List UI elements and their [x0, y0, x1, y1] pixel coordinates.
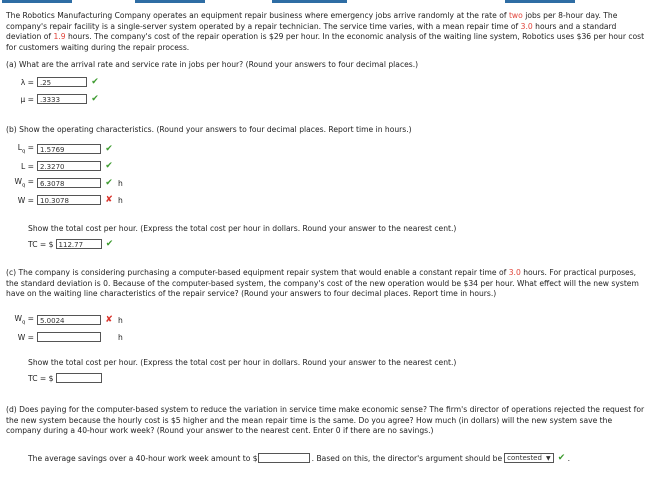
top-bar-segment — [272, 0, 347, 3]
savings-input[interactable] — [258, 453, 310, 463]
w-row-c — [14, 331, 123, 343]
tc-input-c[interactable] — [56, 373, 102, 383]
part-c-text: (c) The company is considering purchasing a computer-based equipment repair system that would enable a constant repair time of — [6, 268, 509, 277]
intro-text: jobs per 8-hour day. The company's repair facility is a single-server system operated by a repair technician. The service time varies, with a mean repair time of — [6, 11, 618, 31]
tc-input-b[interactable]: 112.77 — [56, 239, 102, 249]
w-row — [14, 194, 123, 206]
part-a-question: (a) What are the arrival rate and service rate in jobs per hour? (Round your answers to four decimal places.) — [6, 60, 419, 69]
wq-subscript: q — [22, 182, 26, 189]
check-icon: ✔ — [105, 178, 113, 188]
mu-row — [14, 93, 101, 105]
lq-label: $L_q$ = — [17, 143, 34, 155]
mu-input[interactable]: .3333 — [37, 94, 87, 104]
lq-letter: L — [17, 143, 23, 153]
wq-row — [14, 177, 123, 189]
check-icon: ✔ — [105, 144, 113, 154]
top-bar-segment — [2, 0, 72, 3]
tc-row-b — [28, 238, 116, 250]
unit-label: h — [118, 178, 123, 188]
wq-letter: W — [14, 314, 23, 324]
problem-statement — [6, 11, 646, 53]
check-icon: ✔ — [91, 94, 99, 104]
wq-label: $W_q$ = — [14, 314, 34, 326]
check-icon: ✔ — [91, 77, 99, 87]
savings-row — [28, 452, 570, 464]
w-label: W = — [17, 195, 34, 205]
tc-label: TC = $ — [28, 239, 54, 249]
tc-label: TC = $ — [28, 373, 54, 383]
argument-select[interactable] — [504, 453, 553, 463]
lq-input[interactable]: 1.5769 — [37, 144, 101, 154]
check-icon: ✔ — [105, 161, 113, 171]
unit-label: h — [118, 332, 123, 342]
part-b-cost-question: Show the total cost per hour. (Express the total cost per hour in dollars. Round your answer to the nearest cent.) — [28, 224, 457, 233]
w-input-c[interactable] — [37, 332, 101, 342]
sentence-end: . — [567, 453, 570, 463]
argument-label: . Based on this, the director's argument should be — [311, 453, 503, 463]
cross-icon: ✘ — [105, 195, 113, 205]
part-c-cost-question: Show the total cost per hour. (Express the total cost per hour in dollars. Round your answer to the nearest cent.) — [28, 358, 457, 367]
unit-label: h — [118, 195, 123, 205]
mean-time-highlight: 3.0 — [520, 21, 533, 31]
top-progress-bar — [0, 0, 652, 4]
lq-row — [14, 143, 115, 155]
intro-text: hours. The company's cost of the repair operation is $29 per hour. In the economic analysis of the waiting line system, Robotics uses $36 per hour cost for customers waiting during the repair process. — [6, 32, 645, 52]
top-bar-segment — [135, 0, 205, 3]
sd-highlight: 1.9 — [53, 32, 66, 41]
w-input[interactable]: 10.3078 — [37, 195, 101, 205]
intro-text: hours and a standard deviation of — [6, 21, 617, 41]
part-b-question: (b) Show the operating characteristics. (Round your answers to four decimal places. Report time in hours.) — [6, 125, 412, 134]
savings-label: The average savings over a 40-hour work week amount to $ — [28, 453, 258, 463]
l-input[interactable]: 2.3270 — [37, 161, 101, 171]
w-label: W = — [17, 332, 34, 342]
wq-label: $W_q$ = — [14, 177, 34, 189]
lambda-label: λ = — [20, 77, 34, 87]
unit-label: h — [118, 315, 123, 325]
part-d-question: (d) Does paying for the computer-based system to reduce the variation in service time make economic sense? The firm's director of operations rejected the request for the new system because the hourly cost is $5 higher and the mean repair time is the same. Do you agree? How much (in dollars) will the new system save the company during a 40-hour work week? (Round your answer to the nearest cent. Enter 0 if there are no savings.) — [6, 405, 645, 435]
arrival-rate-highlight: two — [508, 11, 523, 20]
wq-input[interactable]: 6.3078 — [37, 178, 101, 188]
check-icon: ✔ — [105, 239, 114, 249]
part-c-text: hours. For practical purposes, the standard deviation is 0. Because of the computer-based system, the company's cost of the new operation would be $34 per hour. What effect will the new system have on the waiting line characteristics of the repair service? (Round your answers to four decimal places. Report time in hours.) — [6, 268, 639, 298]
mu-label: μ = — [20, 94, 34, 104]
l-label: L = — [20, 161, 34, 171]
chevron-down-icon: ▼ — [545, 454, 551, 462]
argument-selected-value: contested — [507, 454, 542, 462]
wq-row-c — [14, 314, 123, 326]
lambda-input[interactable]: .25 — [37, 77, 87, 87]
part-c-question — [6, 268, 646, 300]
top-bar-segment — [505, 0, 575, 3]
wq-subscript: q — [22, 319, 26, 326]
check-icon: ✔ — [557, 453, 566, 463]
repair-time-highlight: 3.0 — [508, 268, 521, 277]
wq-letter: W — [14, 177, 23, 187]
tc-row-c — [28, 372, 102, 384]
l-row — [14, 160, 115, 172]
lambda-row — [14, 76, 101, 88]
wq-input-c[interactable]: 5.0024 — [37, 315, 101, 325]
lq-subscript: q — [22, 148, 26, 155]
cross-icon: ✘ — [105, 315, 113, 325]
intro-text: The Robotics Manufacturing Company operates an equipment repair business where emergency jobs arrive randomly at the rate of — [6, 11, 509, 20]
